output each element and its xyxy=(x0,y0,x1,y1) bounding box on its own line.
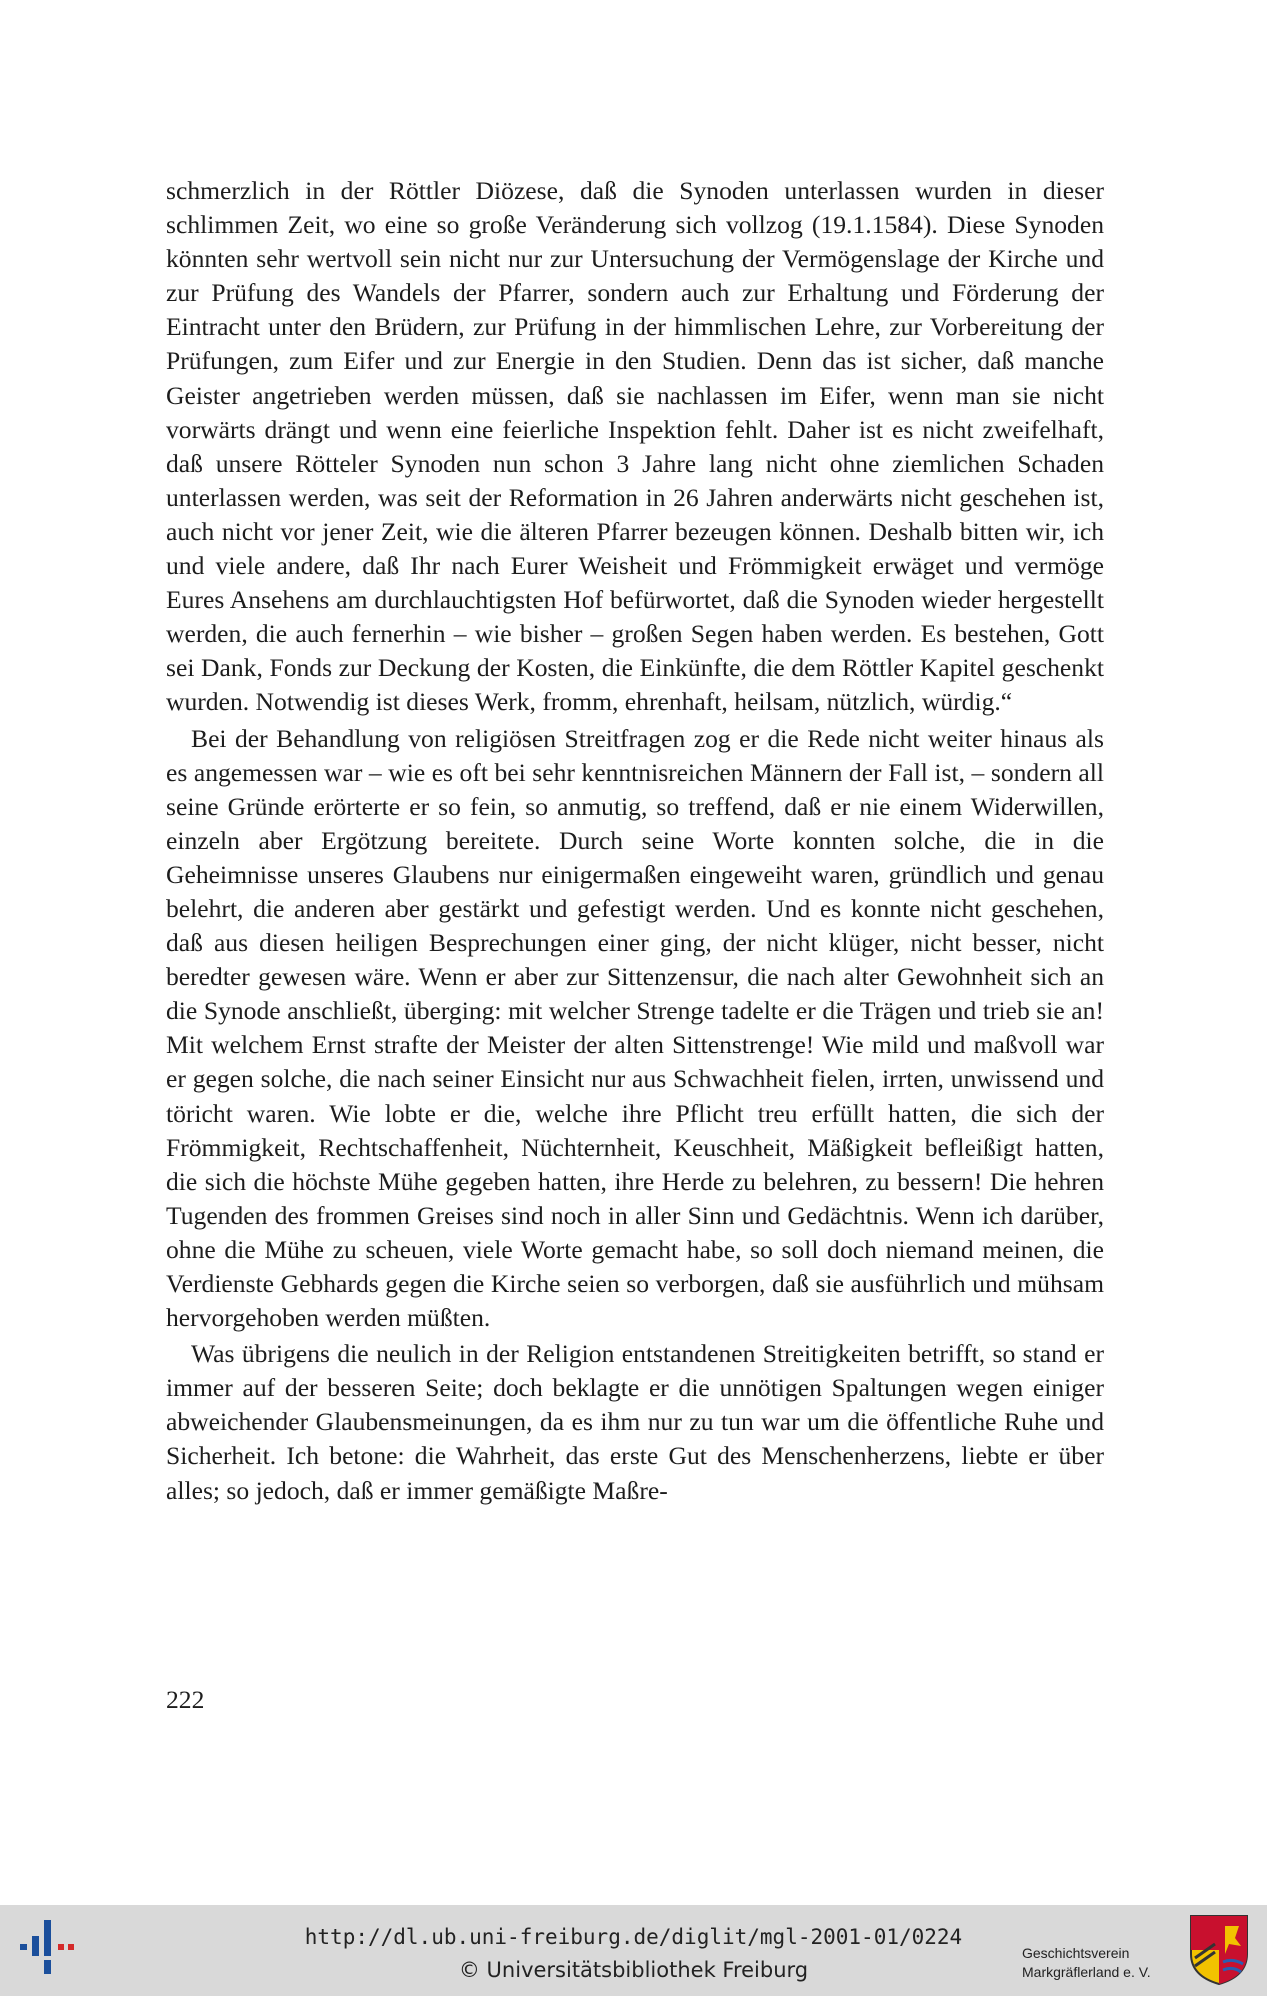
paragraph: Bei der Behandlung von religiösen Streitfragen zog er die Rede nicht weiter hinaus als es angemessen war – wie es oft bei sehr kenntnisreichen Männern der Fall ist, – sondern all seine Gründe erörterte er so fein, so anmutig, so treffend, daß er nie einem Widerwillen, einzeln aber Ergötzung bereitete. Durch seine Worte konnten solche, die in die Geheimnisse unseres Glaubens nur einigermaßen eingeweiht waren, gründlich und genau belehrt, die anderen aber gestärkt und gefestigt werden. Und es konnte nicht geschehen, daß aus diesen heiligen Besprechungen einer ging, der nicht klüger, nicht besser, nicht beredter gewesen wäre. Wenn er aber zur Sittenzensur, die nach alter Gewohnheit sich an die Synode anschließt, überging: mit welcher Strenge tadelte er die Trägen und trieb sie an! Mit welchem Ernst strafte der Meister der alten Sittenstrenge! Wie mild und maßvoll war er gegen solche, die nach seiner Einsicht nur aus Schwachheit fielen, irrten, unwissend und töricht waren. Wie lobte er die, welche ihre Pflicht treu erfüllt hatten, die sich der Frömmigkeit, Rechtschaffenheit, Nüchternheit, Keuschheit, Mäßigkeit befleißigt hatten, die sich die höchste Mühe gegeben hatten, ihre Herde zu belehren, zu bessern! Die hehren Tugenden des frommen Greises sind noch in aller Sinn und Gedächtnis. Wenn ich darüber, ohne die Mühe zu scheuen, viele Worte gemacht habe, so soll doch niemand meinen, die Verdienste Gebhards gegen die Kirche seien so verborgen, daß sie ausführlich und mühsam hervorgehoben werden müßten. xyxy=(166,723,1104,1333)
society-line-2: Markgräflerland e. V. xyxy=(1022,1964,1151,1980)
paragraph: schmerzlich in der Röttler Diözese, daß die Synoden unterlassen wurden in dieser schlimmen Zeit, wo eine so große Veränderung sich vollzog (19.1.1584). Diese Synoden könnten sehr wertvoll sein nicht nur zur Untersuchung der Vermögenslage der Kirche und zur Prüfung des Wandels der Pfarrer, sondern auch zur Erhaltung und Förderung der Eintracht unter den Brüdern, zur Prüfung in der himmlischen Lehre, zur Vorbereitung der Prüfungen, zum Eifer und zur Energie in den Studien. Denn das ist sicher, daß manche Geister angetrieben werden müssen, daß sie nachlassen im Eifer, wenn man sie nicht vorwärts drängt und wenn eine feierliche Inspektion fehlt. Daher ist es nicht zweifelhaft, daß unsere Rötteler Synoden nun schon 3 Jahre lang nicht ohne ziemlichen Schaden unterlassen werden, was seit der Reformation in 26 Jahren anderwärts nicht geschehen ist, auch nicht vor jener Zeit, wie die älteren Pfarrer bezeugen können. Deshalb bitten wir, ich und viele andere, daß Ihr nach Eurer Weisheit und Frömmigkeit erwäget und vermöge Eures Ansehens am durchlauchtigsten Hof befürwortet, daß die Synoden wieder hergestellt werden, die auch fernerhin – wie bisher – großen Segen haben werden. Es bestehen, Gott sei Dank, Fonds zur Deckung der Kosten, die Einkünfte, die dem Röttler Kapitel geschenkt wurden. Notwendig ist dieses Werk, fromm, ehrenhaft, heilsam, nützlich, würdig.“ xyxy=(166,176,1104,717)
source-url-link[interactable]: http://dl.ub.uni-freiburg.de/diglit/mgl-2001-01/0224 xyxy=(304,1925,963,1949)
society-name xyxy=(1022,1944,1151,1982)
paragraph: Was übrigens die neulich in der Religion entstandenen Streitigkeiten betrifft, so stand er immer auf der besseren Seite; doch beklagte er die unnötigen Spaltungen wegen einiger abweichender Glaubensmeinungen, da es ihm nur zu tun war um die öffentliche Ruhe und Sicherheit. Ich betone: die Wahrheit, das erste Gut des Menschenherzens, liebte er über alles; so jedoch, daß er immer gemäßigte Maßre- xyxy=(166,1339,1104,1505)
page-number: 222 xyxy=(166,1685,205,1714)
coat-of-arms-icon xyxy=(1189,1914,1249,1986)
copyright-text: © Universitätsbibliothek Freiburg xyxy=(458,1958,809,1982)
body-text xyxy=(166,174,1104,1508)
society-line-1: Geschichtsverein xyxy=(1022,1945,1130,1961)
